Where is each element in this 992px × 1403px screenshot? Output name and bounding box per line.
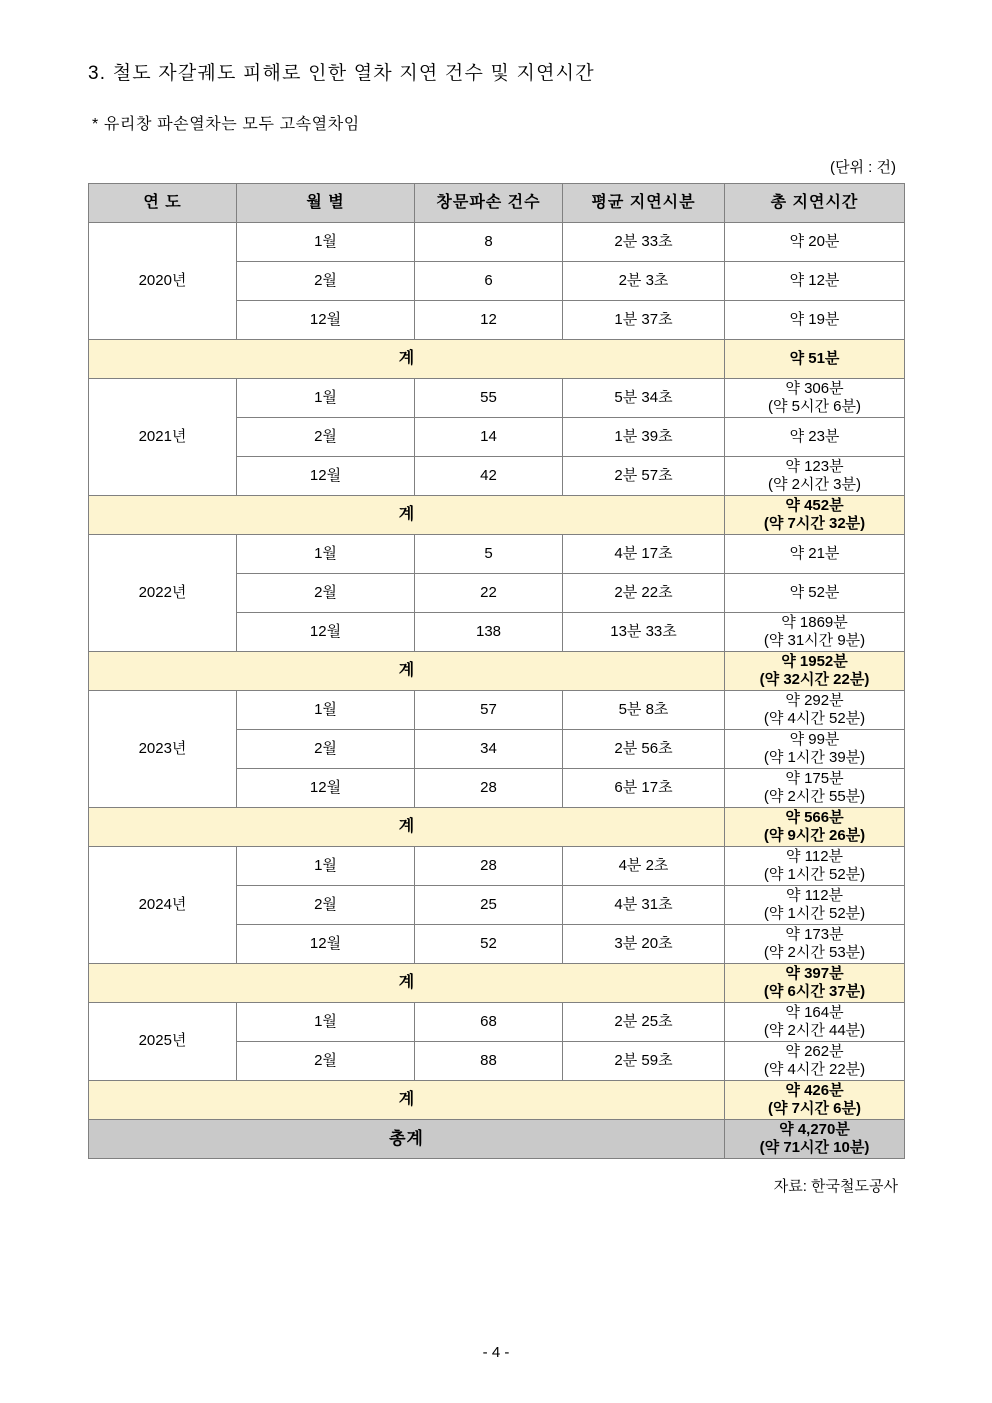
count-cell: 138 [415, 613, 563, 652]
subtotal-primary: 약 426분 [785, 1081, 844, 1099]
avg-delay-cell: 13분 33초 [563, 613, 725, 652]
count-cell: 68 [415, 1003, 563, 1042]
total-delay-secondary: (약 31시간 9분) [763, 632, 866, 649]
avg-delay-cell: 2분 57초 [563, 457, 725, 496]
total-delay-cell [725, 418, 905, 457]
avg-delay-cell: 5분 34초 [563, 379, 725, 418]
total-delay-primary: 약 306분 [785, 379, 844, 397]
month-cell: 1월 [237, 379, 415, 418]
page-title: 3. 철도 자갈궤도 피해로 인한 열차 지연 건수 및 지연시간 [88, 63, 595, 84]
month-cell: 2월 [237, 1042, 415, 1081]
month-cell: 2월 [237, 886, 415, 925]
total-delay-primary: 약 262분 [785, 1042, 844, 1060]
month-cell: 1월 [237, 1003, 415, 1042]
month-cell: 2월 [237, 730, 415, 769]
avg-delay-cell: 2분 33초 [563, 223, 725, 262]
avg-delay-cell: 1분 37초 [563, 301, 725, 340]
year-cell: 2020년 [89, 223, 237, 340]
total-delay-secondary: (약 4시간 52분) [763, 710, 866, 727]
avg-delay-cell: 4분 31초 [563, 886, 725, 925]
count-cell: 34 [415, 730, 563, 769]
month-cell: 12월 [237, 769, 415, 808]
count-cell: 28 [415, 769, 563, 808]
source-label: 자료: 한국철도공사 [773, 1178, 898, 1195]
column-header-year: 연 도 [89, 184, 237, 223]
avg-delay-cell: 2분 22초 [563, 574, 725, 613]
subtotal-value [725, 652, 905, 691]
document-note: * 유리창 파손열차는 모두 고속열차임 [92, 116, 360, 133]
subtotal-value [725, 496, 905, 535]
subtotal-value [725, 340, 905, 379]
month-cell: 1월 [237, 223, 415, 262]
grand-total-label: 총계 [89, 1120, 725, 1159]
subtotal-label: 계 [89, 652, 725, 691]
subtotal-label: 계 [89, 1081, 725, 1120]
delay-statistics-table [88, 183, 905, 1159]
count-cell: 6 [415, 262, 563, 301]
total-delay-cell [725, 574, 905, 613]
total-delay-primary: 약 19분 [789, 310, 840, 328]
grand-total-primary: 약 4,270분 [779, 1120, 850, 1138]
subtotal-primary: 약 397분 [785, 964, 844, 982]
subtotal-primary: 약 452분 [785, 496, 844, 514]
total-delay-primary: 약 12분 [789, 271, 840, 289]
total-delay-primary: 약 23분 [789, 427, 840, 445]
total-delay-cell [725, 730, 905, 769]
total-delay-cell [725, 1003, 905, 1042]
subtotal-secondary: (약 7시간 32분) [763, 515, 866, 532]
table-row [89, 223, 905, 262]
count-cell: 52 [415, 925, 563, 964]
grand-total-secondary: (약 71시간 10분) [759, 1139, 870, 1156]
subtotal-row [89, 1081, 905, 1120]
total-delay-primary: 약 99분 [789, 730, 840, 748]
year-cell: 2022년 [89, 535, 237, 652]
subtotal-label: 계 [89, 808, 725, 847]
avg-delay-cell: 4분 2초 [563, 847, 725, 886]
total-delay-primary: 약 175분 [785, 769, 844, 787]
column-header-count: 창문파손 건수 [415, 184, 563, 223]
total-delay-cell [725, 691, 905, 730]
total-delay-primary: 약 52분 [789, 583, 840, 601]
subtotal-label: 계 [89, 496, 725, 535]
subtotal-row [89, 808, 905, 847]
count-cell: 22 [415, 574, 563, 613]
year-cell: 2021년 [89, 379, 237, 496]
page-number: - 4 - [482, 1344, 510, 1361]
month-cell: 2월 [237, 418, 415, 457]
table-body [89, 223, 905, 1159]
count-cell: 25 [415, 886, 563, 925]
subtotal-value [725, 964, 905, 1003]
total-delay-cell [725, 301, 905, 340]
total-delay-primary: 약 1869분 [781, 613, 848, 631]
total-delay-cell [725, 1042, 905, 1081]
subtotal-primary: 약 1952분 [781, 652, 848, 670]
total-delay-primary: 약 292분 [785, 691, 844, 709]
subtotal-row [89, 964, 905, 1003]
avg-delay-cell: 2분 56초 [563, 730, 725, 769]
table-row [89, 847, 905, 886]
total-delay-secondary: (약 1시간 52분) [763, 905, 866, 922]
total-delay-cell [725, 847, 905, 886]
year-cell: 2023년 [89, 691, 237, 808]
month-cell: 1월 [237, 691, 415, 730]
total-delay-secondary: (약 2시간 3분) [768, 476, 861, 493]
month-cell: 12월 [237, 925, 415, 964]
table-header-row [89, 184, 905, 223]
subtotal-primary: 약 51분 [789, 349, 840, 367]
table-row [89, 535, 905, 574]
avg-delay-cell: 1분 39초 [563, 418, 725, 457]
count-cell: 88 [415, 1042, 563, 1081]
column-header-month: 월 별 [237, 184, 415, 223]
total-delay-cell [725, 925, 905, 964]
month-cell: 1월 [237, 535, 415, 574]
subtotal-secondary: (약 7시간 6분) [768, 1100, 861, 1117]
column-header-avg-delay: 평균 지연시분 [563, 184, 725, 223]
total-delay-cell [725, 769, 905, 808]
grand-total-value [725, 1120, 905, 1159]
count-cell: 8 [415, 223, 563, 262]
subtotal-primary: 약 566분 [785, 808, 844, 826]
avg-delay-cell: 3분 20초 [563, 925, 725, 964]
table-row [89, 1003, 905, 1042]
count-cell: 28 [415, 847, 563, 886]
total-delay-primary: 약 164분 [785, 1003, 844, 1021]
total-delay-primary: 약 173분 [785, 925, 844, 943]
count-cell: 42 [415, 457, 563, 496]
year-cell: 2024년 [89, 847, 237, 964]
total-delay-primary: 약 112분 [785, 847, 844, 865]
total-delay-cell [725, 613, 905, 652]
month-cell: 1월 [237, 847, 415, 886]
subtotal-secondary: (약 9시간 26분) [763, 827, 866, 844]
count-cell: 12 [415, 301, 563, 340]
subtotal-value [725, 1081, 905, 1120]
total-delay-cell [725, 223, 905, 262]
column-header-total-delay: 총 지연시간 [725, 184, 905, 223]
avg-delay-cell: 2분 59초 [563, 1042, 725, 1081]
subtotal-label: 계 [89, 964, 725, 1003]
count-cell: 5 [415, 535, 563, 574]
avg-delay-cell: 4분 17초 [563, 535, 725, 574]
subtotal-row [89, 340, 905, 379]
month-cell: 2월 [237, 574, 415, 613]
total-delay-cell [725, 535, 905, 574]
subtotal-secondary: (약 32시간 22분) [759, 671, 870, 688]
subtotal-value [725, 808, 905, 847]
table-row [89, 691, 905, 730]
count-cell: 55 [415, 379, 563, 418]
total-delay-cell [725, 262, 905, 301]
subtotal-row [89, 652, 905, 691]
avg-delay-cell: 2분 3초 [563, 262, 725, 301]
total-delay-secondary: (약 2시간 55분) [763, 788, 866, 805]
subtotal-row [89, 496, 905, 535]
total-delay-cell [725, 379, 905, 418]
subtotal-label: 계 [89, 340, 725, 379]
count-cell: 57 [415, 691, 563, 730]
total-delay-secondary: (약 2시간 44분) [763, 1022, 866, 1039]
year-cell: 2025년 [89, 1003, 237, 1081]
total-delay-secondary: (약 1시간 39분) [763, 749, 866, 766]
avg-delay-cell: 2분 25초 [563, 1003, 725, 1042]
table-row [89, 379, 905, 418]
grand-total-row [89, 1120, 905, 1159]
month-cell: 12월 [237, 301, 415, 340]
total-delay-primary: 약 20분 [789, 232, 840, 250]
total-delay-secondary: (약 4시간 22분) [763, 1061, 866, 1078]
total-delay-secondary: (약 5시간 6분) [768, 398, 861, 415]
count-cell: 14 [415, 418, 563, 457]
total-delay-cell [725, 457, 905, 496]
month-cell: 12월 [237, 613, 415, 652]
avg-delay-cell: 6분 17초 [563, 769, 725, 808]
total-delay-primary: 약 123분 [785, 457, 844, 475]
total-delay-secondary: (약 2시간 53분) [763, 944, 866, 961]
total-delay-secondary: (약 1시간 52분) [763, 866, 866, 883]
subtotal-secondary: (약 6시간 37분) [763, 983, 866, 1000]
total-delay-cell [725, 886, 905, 925]
month-cell: 12월 [237, 457, 415, 496]
month-cell: 2월 [237, 262, 415, 301]
avg-delay-cell: 5분 8초 [563, 691, 725, 730]
total-delay-primary: 약 112분 [785, 886, 844, 904]
total-delay-primary: 약 21분 [789, 544, 840, 562]
unit-label: (단위 : 건) [830, 159, 896, 176]
